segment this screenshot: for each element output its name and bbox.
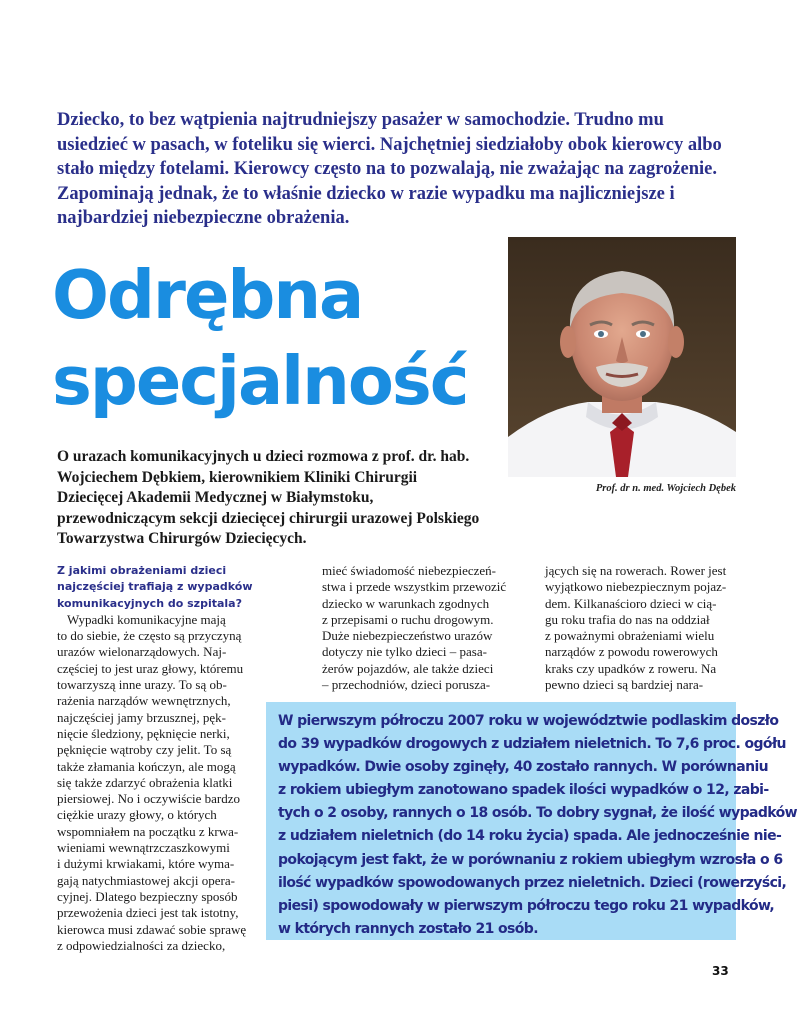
body-line: Wypadki komunikacyjne mają [67,611,226,627]
portrait-photo [508,237,736,477]
body-line: narządów z powodu rowerowych [545,644,718,660]
question-line: Z jakimi obrażeniami dzieci [57,564,227,577]
body-line: wieniami wewnątrzczaszkowymi [57,840,230,856]
body-line: częściej to jest uraz głowy, któremu [57,660,244,676]
headline-line-2: specjalność [52,342,468,420]
statistics-box [266,702,797,940]
body-line: z poważnymi obrażeniami wielu [545,628,715,644]
box-line: ilość wypadków spowodowanych przez nieletnich. Dzieci (rowerzyści, [278,874,787,891]
body-line: się także zdarzyć obrażenia klatki [57,774,233,790]
body-line: żerów pojazdów, ale także dzieci [322,660,494,676]
body-line: Duże niebezpieczeństwo urazów [322,628,493,644]
text-column-1 [57,563,259,954]
statistics-text [278,710,797,941]
body-line: stwa i przede wszystkim przewozić [322,579,507,595]
box-line: W pierwszym półroczu 2007 roku w województwie podlaskim doszło [278,713,779,729]
box-line: pokojącym jest fakt, że w porównaniu z rokiem ubiegłym wzrosła o 6 [278,851,783,868]
body-line: gają natychmiastowej akcji opera- [57,872,235,888]
body-line: mieć świadomość niebezpieczeń- [322,563,496,578]
body-line: rażenia narządów wewnętrznych, [57,693,231,709]
body-line: cyjnej. Dlatego bezpieczny sposób [57,888,238,904]
body-line: także złamania kończyn, ale mogą [57,758,236,774]
body-line: to do siebie, że często są przyczyną [57,628,242,644]
body-line: pewno dzieci są bardziej nara- [545,677,704,693]
text-column-2 [322,563,528,693]
text-column-3 [545,563,740,693]
headline-line-1: Odrębna [52,256,363,334]
box-line: z udziałem nieletnich (do 14 roku życia) spada. Ale jednocześnie nie- [278,828,782,845]
body-line: i dużymi krwiakami, które wyma- [57,856,235,872]
body-line: kraks czy upadków z roweru. Na [545,660,717,676]
body-line: pęknięcie wątroby czy jelit. To są [57,742,232,758]
box-line: do 39 wypadków drogowych z udziałem nieletnich. To 7,6 proc. ogółu [278,736,786,753]
body-line: gu roku trafia do nas na oddział [545,611,710,627]
box-line: w których rannych zostało 21 osób. [278,920,538,937]
body-line: dem. Kilkanaścioro dzieci w cią- [545,595,717,611]
photo-caption: Prof. dr n. med. Wojciech Dębek [595,483,736,494]
body-line: – przechodniów, dzieci porusza- [322,677,491,693]
body-line: nięcie śledziony, pęknięcie nerki, [57,725,230,741]
body-line: wspomniałem na początku z krwa- [57,823,239,839]
body-line: urazów wielonarządowych. Naj- [57,644,227,660]
body-line: ciężkie urazy głowy, o których [57,807,217,823]
body-line: jących się na rowerach. Rower jest [545,563,727,578]
question-line: komunikacyjnych do szpitala? [57,596,242,610]
article-headline [52,252,502,424]
box-line: wypadków. Dwie osoby zginęły, 40 zostało rannych. W porównaniu [278,759,769,776]
box-line: tych o 2 osoby, rannych o 18 osób. To dobry sygnał, że ilość wypadków [278,805,797,822]
body-line: dziecko w warunkach zgodnych [322,595,490,611]
body-line: przewożenia dzieci jest tak istotny, [57,905,239,921]
box-line: piesi) spowodowały w pierwszym półroczu tego roku 21 wypadków, [278,897,775,914]
body-line: piersiowej. No i oczywiście bardzo [57,791,241,807]
lead-paragraph: Dziecko, to bez wątpienia najtrudniejszy pasażer w samochodzie. Trudno mu usiedzieć w pasach, w foteliku się wierci. Najchętniej siedziałoby obok kierowcy albo stało między fotelami. Kierowcy często na to pozwalają, nie zważając na zagrożenie. Zapominają jednak, że to właśnie dziecko w razie wypadku ma najliczniejsze i najbardziej niebezpieczne obrażenia. [57,110,722,228]
body-line: dotyczy nie tylko dzieci – pasa- [322,644,487,660]
intro-paragraph: O urazach komunikacyjnych u dzieci rozmowa z prof. dr. hab. Wojciechem Dębkiem, kierownikiem Kliniki Chirurgii Dziecięcej Akademii Medycznej w Białymstoku, przewodniczącym sekcji dziecięcej chirurgii urazowej Polskiego Towarzystwa Chirurgów Dziecięcych. [57,448,480,547]
body-line: wyjątkowo niebezpiecznym pojaz- [545,579,727,595]
page-number: 33 [712,964,729,978]
body-line: towarzyszą inne urazy. To są ob- [57,677,227,693]
body-line: z przepisami o ruchu drogowym. [322,611,494,627]
box-line: z rokiem ubiegłym zanotowano spadek ilości wypadków o 12, zabi- [278,782,769,799]
body-line: najczęściej jamy brzusznej, pęk- [57,709,226,725]
question-line: najczęściej trafiają z wypadków [57,580,253,594]
body-line: z odpowiedzialności za dziecko, [57,937,226,953]
body-line: kierowca musi zdawać sobie sprawę [57,921,247,937]
